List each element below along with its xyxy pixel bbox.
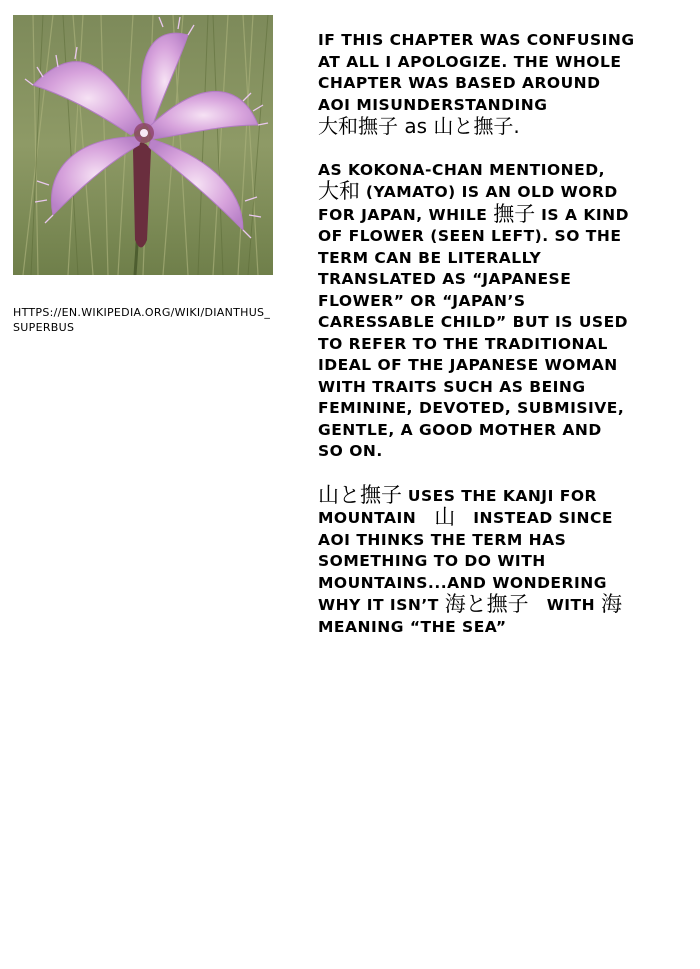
note-text: (YAMATO) IS AN OLD WORD bbox=[360, 183, 618, 201]
note-line: CHAPTER WAS BASED AROUND bbox=[318, 74, 601, 92]
kanji-sea: 海 bbox=[601, 592, 622, 616]
note-text: WHY IT ISN’T bbox=[318, 596, 445, 614]
note-line: OF FLOWER (SEEN LEFT). SO THE bbox=[318, 227, 622, 245]
note-line: AOI THINKS THE TERM HAS bbox=[318, 530, 567, 549]
translator-notes bbox=[318, 30, 690, 638]
note-text: IS A KIND bbox=[535, 205, 629, 224]
note-line: AS KOKONA-CHAN MENTIONED, bbox=[318, 160, 605, 179]
note-line: WITH TRAITS SUCH AS BEING bbox=[318, 377, 586, 396]
note-line: AOI MISUNDERSTANDING bbox=[318, 95, 548, 114]
note-line: AT ALL I APOLOGIZE. THE WHOLE bbox=[318, 52, 622, 71]
kanji-nadeshiko: 撫子 bbox=[493, 201, 536, 226]
note-paragraph-3 bbox=[318, 482, 690, 639]
flower-photo bbox=[13, 15, 273, 275]
note-text: INSTEAD SINCE bbox=[473, 509, 613, 527]
kanji-yamato: 大和 bbox=[318, 179, 360, 203]
note-text: WITH bbox=[546, 596, 601, 614]
note-line: FLOWER” OR “JAPAN’S bbox=[318, 291, 526, 310]
note-line: TERM CAN BE LITERALLY bbox=[318, 248, 542, 267]
kanji-uminadeshiko: 海と撫子 bbox=[444, 592, 529, 616]
note-line: TO REFER TO THE TRADITIONAL bbox=[318, 334, 608, 353]
note-line: IF THIS CHAPTER WAS CONFUSING bbox=[318, 31, 635, 49]
note-line bbox=[318, 482, 690, 508]
kanji-yamatonadeshiko-misread: 山と撫子 bbox=[318, 482, 402, 507]
note-line: IDEAL OF THE JAPANESE WOMAN bbox=[318, 356, 618, 374]
note-japanese-line: 大和撫子 as 山と撫子. bbox=[318, 114, 520, 138]
image-source-url[interactable]: HTTPS://EN.WIKIPEDIA.ORG/WIKI/DIANTHUS_SUPERBUS bbox=[13, 306, 271, 334]
dianthus-flower-image bbox=[13, 15, 273, 275]
note-line bbox=[318, 181, 690, 204]
note-text: MOUNTAIN bbox=[318, 509, 417, 527]
note-line bbox=[318, 201, 690, 227]
note-line: FEMININE, DEVOTED, SUBMISIVE, bbox=[318, 399, 625, 417]
note-line: MEANING “THE SEA” bbox=[318, 617, 507, 636]
note-line: GENTLE, A GOOD MOTHER AND bbox=[318, 420, 602, 439]
note-paragraph-2 bbox=[318, 160, 690, 463]
note-line bbox=[318, 594, 690, 617]
note-text: FOR JAPAN, WHILE bbox=[318, 205, 494, 224]
note-line: TRANSLATED AS “JAPANESE bbox=[318, 270, 572, 288]
note-paragraph-1 bbox=[318, 30, 690, 138]
note-text: USES THE KANJI FOR bbox=[402, 486, 597, 505]
note-line: MOUNTAINS...AND WONDERING bbox=[318, 573, 607, 592]
note-line: CARESSABLE CHILD” BUT IS USED bbox=[318, 313, 629, 331]
note-line: SO ON. bbox=[318, 442, 383, 460]
note-line: SOMETHING TO DO WITH bbox=[318, 552, 546, 570]
note-line bbox=[318, 507, 690, 530]
kanji-mountain: 山 bbox=[434, 505, 456, 529]
